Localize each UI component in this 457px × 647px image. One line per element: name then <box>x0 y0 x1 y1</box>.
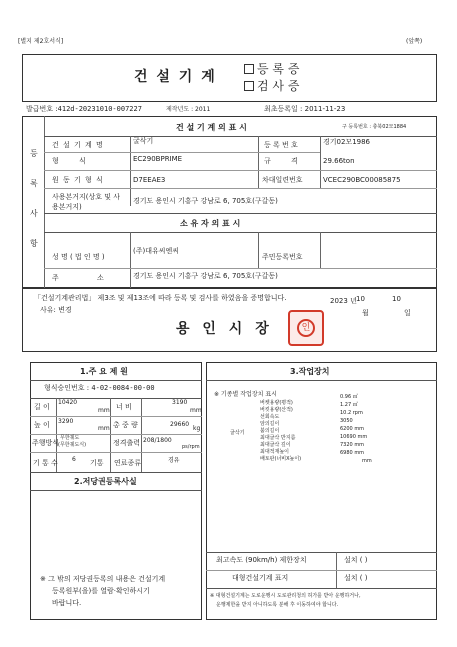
reg-number-label-2: 등 록 번 호 <box>264 141 298 149</box>
registration-side-label: 등 록 사 항 <box>30 149 38 248</box>
model-value: EC290BPRIME <box>133 155 183 163</box>
specs-title: 1.주 요 제 원 <box>80 367 128 376</box>
device-spec-value: 0.96 ㎥ <box>340 394 358 400</box>
device-spec-value: 10690 mm <box>340 434 368 440</box>
device-spec-label: 붐의길이 <box>260 428 280 434</box>
spec-value: 29.66ton <box>323 157 355 165</box>
device-spec-label: 선회속도 <box>260 414 280 420</box>
length-value: 10420 <box>58 399 78 406</box>
change-reason: 사유: 변경 <box>40 306 72 314</box>
owner-address-label: 주 소 <box>52 274 122 282</box>
registration-option <box>244 63 299 75</box>
gross-weight-label: 총 중 량 <box>113 421 138 429</box>
mortgage-note-line2: 등록원부(을)를 열람·확인하시기 <box>52 587 150 595</box>
fuel-type-value: 경유 <box>168 457 180 464</box>
mortgage-title: 2.저당권등록사실 <box>74 477 137 486</box>
owner-section-title: 소 유 자 의 표 시 <box>180 219 241 228</box>
height-value: 3290 <box>58 418 74 425</box>
registration-checkbox <box>244 64 254 74</box>
issue-number: 발급번호 :412d-20231010-007227 <box>26 105 142 113</box>
base-location-value: 경기도 용인시 기흥구 강남로 6, 705호(구갈동) <box>133 197 278 205</box>
chassis-number-label: 차대일련번호 <box>262 176 303 184</box>
inspection-checkbox <box>244 81 254 91</box>
owner-name-value: (주)대유씨엔씨 <box>133 247 180 255</box>
document-title: 건 설 기 계 <box>134 69 217 85</box>
device-spec-label: 최대굴삭 반지름 <box>260 435 296 441</box>
registration-label: 등 록 증 <box>257 62 300 76</box>
owner-address-value: 경기도 용인시 기흥구 강남로 6, 705호(구갈동) <box>133 272 278 280</box>
large-machine-note-line2: 운행제한을 받지 아니하도록 분해 후 이동하여야 합니다. <box>216 602 339 608</box>
drive-type-value-2: (무한궤도식) <box>58 442 87 448</box>
device-spec-value: 7320 mm <box>340 442 365 448</box>
issue-month-value: 10 <box>356 295 365 303</box>
gross-weight-value: 29660 <box>170 421 190 428</box>
width-unit: mm <box>190 407 202 414</box>
device-spec-label: 최대굴삭 깊이 <box>260 442 291 448</box>
device-spec-value: 6980 mm <box>340 450 365 456</box>
length-label: 길 이 <box>34 403 50 411</box>
drive-type-label: 주행방식 <box>32 439 60 447</box>
title-box <box>22 54 437 102</box>
gross-weight-unit: kg <box>193 425 201 432</box>
large-machine-note-line1: ※ 대형건설기계는 도로운행시 도로관리청의 허가를 받아 운행하거나, <box>210 593 361 599</box>
device-spec-label: 암의길이 <box>260 421 280 427</box>
issue-day-value: 10 <box>392 295 401 303</box>
height-unit: mm <box>98 425 110 432</box>
issue-day-unit: 일 <box>404 309 411 317</box>
official-seal <box>288 310 324 346</box>
engine-model-value: D7EEAE3 <box>133 176 166 184</box>
resident-number-label: 주민등록번호 <box>262 253 303 261</box>
machine-name-value: 굴삭기 <box>133 137 154 145</box>
inspection-option <box>244 80 299 92</box>
device-spec-value: mm <box>362 458 372 464</box>
chassis-number-value: VCEC290BC00085875 <box>323 176 401 184</box>
cylinders-value: 6 <box>72 456 76 463</box>
mortgage-note-line3: 바랍니다. <box>52 599 82 607</box>
device-spec-value: 1.27 ㎥ <box>340 402 358 408</box>
first-registration-date: 최초등록일 : 2011-11-23 <box>264 105 346 113</box>
device-spec-label: 버킷용량(산적) <box>260 407 293 413</box>
device-subtitle: ※ 기종별 작업장치 표시 <box>214 391 277 398</box>
rated-output-label: 정격출력 <box>113 439 141 447</box>
inspection-label: 검 사 증 <box>257 79 300 93</box>
manufacture-year: 제작년도 : 2011 <box>166 106 211 113</box>
mortgage-note-line1: ※ 그 밖의 저당권등록의 내용은 건설기계 <box>40 575 166 583</box>
issuer-name: 용 인 시 장 <box>176 321 273 337</box>
spec-label: 규 격 <box>264 157 307 165</box>
base-location-label: 사용본거지(상호 및 사용본거지) <box>52 193 121 211</box>
machine-name-label: 건 설 기 계 명 <box>52 141 104 149</box>
machine-section-title: 건 설 기 계 의 표 시 <box>176 123 247 132</box>
issue-month-unit: 월 <box>362 309 369 317</box>
device-spec-label: 배토판(너비X높이) <box>260 456 302 462</box>
reg-number-value: 경기02모1986 <box>323 138 371 146</box>
type-approval: 형식승인번호 : 4-02-0084-00-00 <box>44 384 155 392</box>
form-number: [별지 제2호서식] <box>18 38 64 45</box>
seal-mark: 인 <box>297 319 315 337</box>
owner-name-label: 성 명 ( 법 인 명 ) <box>52 253 105 261</box>
excavator-group-label: 굴삭기 <box>230 430 245 436</box>
large-machine-sign-value: 설치 ( ) <box>344 574 368 582</box>
device-spec-value: 3050 <box>340 418 353 424</box>
engine-model-label: 원 동 기 형 식 <box>52 176 104 184</box>
height-label: 높 이 <box>34 421 50 429</box>
work-devices-title: 3.작업장치 <box>290 367 330 376</box>
fuel-type-label: 연료종류 <box>114 459 142 467</box>
cylinders-label: 기 통 수 <box>33 459 58 467</box>
issue-year: 2023 년 <box>330 297 357 305</box>
device-spec-label: 버켓용량(평적) <box>260 400 293 406</box>
width-value: 3190 <box>172 399 188 406</box>
rated-output-unit: ps/rpm <box>182 444 200 450</box>
rated-output-value: 208/1800 <box>143 437 172 444</box>
device-spec-value: 6200 mm <box>340 426 365 432</box>
front-side-label: (앞쪽) <box>406 38 423 45</box>
law-statement: 「건설기계관리법」 제3조 및 제13조에 따라 등록 및 검사를 하였음을 증명합니다. <box>34 294 287 302</box>
old-registration-number: 구 등록번호 : 충북02모1884 <box>342 124 407 130</box>
length-unit: mm <box>98 407 110 414</box>
speed-limiter-label: 최고속도 (90km/h) 제한장치 <box>216 556 307 564</box>
drive-type-value: 무한궤도 <box>60 435 80 441</box>
device-spec-value: 10.2 rpm <box>340 410 363 416</box>
model-label: 형 식 <box>52 157 95 165</box>
width-label: 너 비 <box>116 403 132 411</box>
speed-limiter-value: 설치 ( ) <box>344 556 368 564</box>
device-spec-label: 최대적재높이 <box>260 449 289 455</box>
cylinders-unit: 기통 <box>90 459 104 467</box>
large-machine-sign-label: 대형건설기계 표지 <box>232 574 289 582</box>
